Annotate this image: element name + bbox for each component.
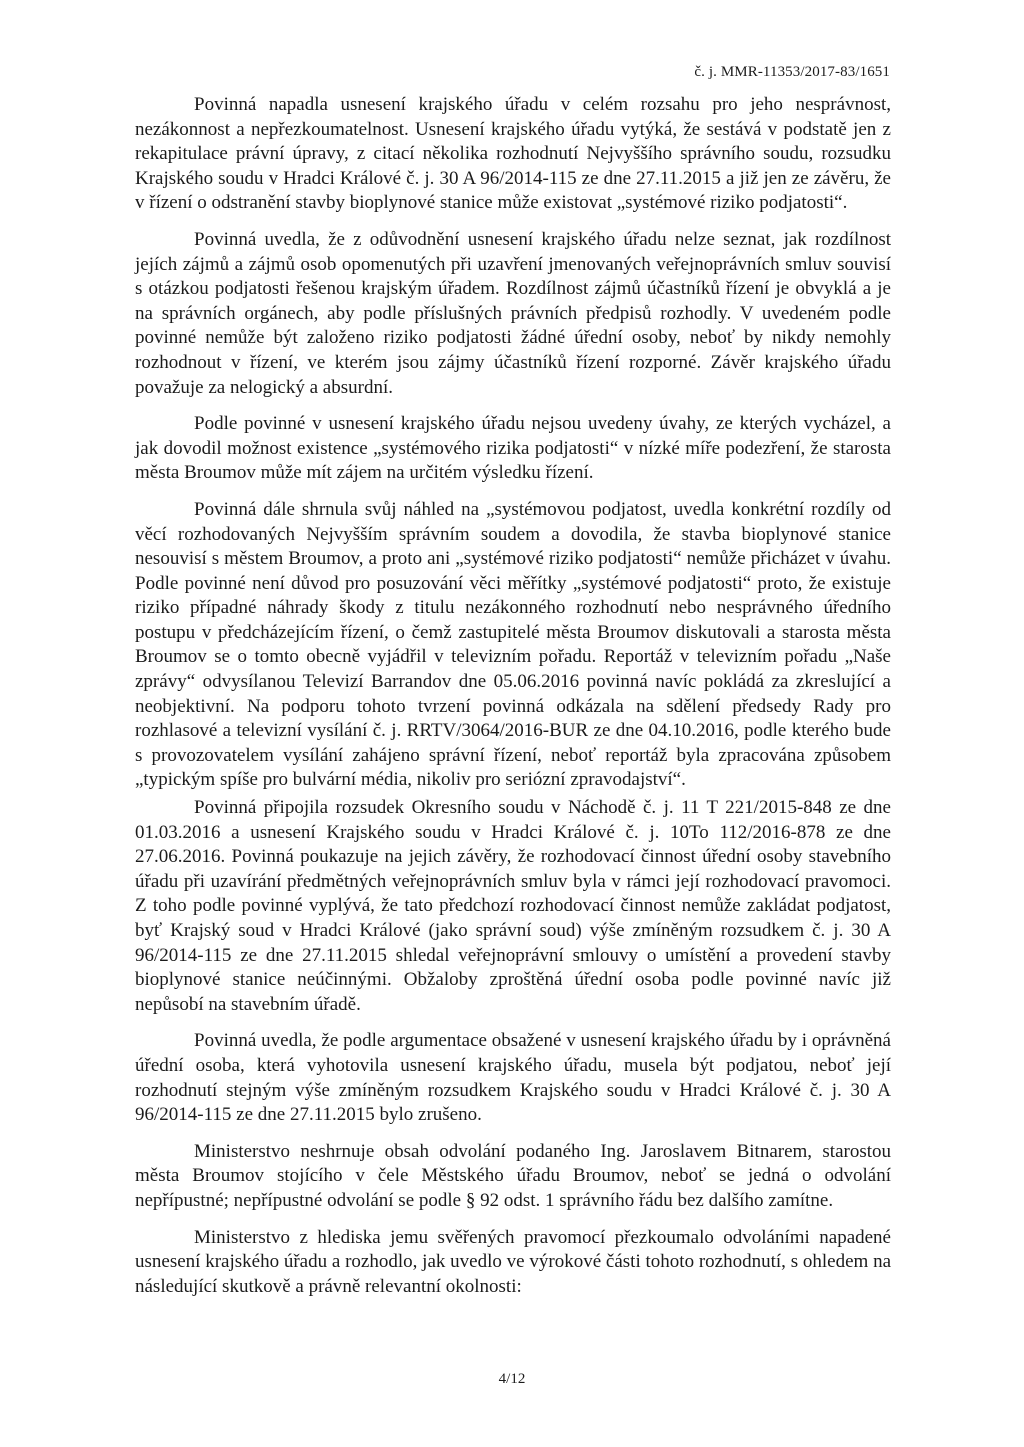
paragraph: Povinná připojila rozsudek Okresního soudu v Náchodě č. j. 11 T 221/2015-848 ze dne 01.03.2016 a usnesení Krajského soudu v Hradci Králové č. j. 10To 112/2016-878 ze dne 27.06.2016. Povinná poukazuje na jejich závěry, že rozhodovací činnost úřední osoby stavebního úřadu při uzavírání předmětných veřejnoprávních smluv byla v rámci její rozhodovací pravomoci. Z toho podle povinné vyplývá, že tato předchozí rozhodovací činnost nemůže zakládat podjatost, byť Krajský soud v Hradci Králové (jako správní soud) výše zmíněným rozsudkem č. j. 30 A 96/2014-115 ze dne 27.11.2015 shledal veřejnoprávní smlouvy o umístění a provedení stavby bioplynové stanice neúčinnými. Obžaloby zproštěná úřední osoba podle povinné navíc již nepůsobí na stavebním úřadě. — [135, 797, 891, 1015]
paragraph: Ministerstvo z hlediska jemu svěřených pravomocí přezkoumalo odvoláními napadené usnesení krajského úřadu a rozhodlo, jak uvedlo ve výrokové části tohoto rozhodnutí, s ohledem na následující skutkově a právně relevantní okolnosti: — [135, 1226, 891, 1297]
paragraph: Povinná uvedla, že z odůvodnění usnesení krajského úřadu nelze seznat, jak rozdílnost jejích zájmů a zájmů osob opomenutých při uzavření jmenovaných veřejnoprávních smluv souvisí s otázkou podjatosti řešenou krajským úřadem. Rozdílnost zájmů účastníků řízení je obvyklá a je na správních orgánech, aby podle příslušných právních předpisů rozhodly. V uvedeném podle povinné nemůže být založeno riziko podjatosti žádné úřední osoby, neboť by nikdy nemohly rozhodnout v řízení, ve kterém jsou zájmy účastníků řízení rozporné. Závěr krajského úřadu považuje za nelogický a absurdní. — [135, 228, 891, 398]
paragraph: Podle povinné v usnesení krajského úřadu nejsou uvedeny úvahy, ze kterých vycházel, a jak dovodil možnost existence „systémového rizika podjatosti“ v nízké míře podezření, že starosta města Broumov může mít zájem na určitém výsledku řízení. — [135, 413, 891, 484]
paragraph: Povinná uvedla, že podle argumentace obsažené v usnesení krajského úřadu by i oprávněná úřední osoba, která vyhotovila usnesení krajského úřadu, musela být podjatou, neboť její rozhodnutí stejným výše zmíněným rozsudkem Krajského soudu v Hradci Králové č. j. 30 A 96/2014-115 ze dne 27.11.2015 bylo zrušeno. — [135, 1030, 891, 1126]
document-body — [135, 93, 891, 1311]
paragraph: Ministerstvo neshrnuje obsah odvolání podaného Ing. Jaroslavem Bitnarem, starostou města Broumov stojícího v čele Městského úřadu Broumov, neboť se jedná o odvolání nepřípustné; nepřípustné odvolání se podle § 92 odst. 1 správního řádu bez dalšího zamítne. — [135, 1140, 891, 1211]
page-number: 4/12 — [498, 1371, 526, 1387]
paragraph: Povinná napadla usnesení krajského úřadu v celém rozsahu pro jeho nesprávnost, nezákonnost a nepřezkoumatelnost. Usnesení krajského úřadu vytýká, že sestává v podstatě jen z rekapitulace právní úpravy, z citací několika rozhodnutí Nejvyššího správního soudu, rozsudku Krajského soudu v Hradci Králové č. j. 30 A 96/2014-115 ze dne 27.11.2015 a již jen ze závěru, že v řízení o odstranění stavby bioplynové stanice může existovat „systémové riziko podjatosti“. — [135, 94, 891, 214]
paragraph: Povinná dále shrnula svůj náhled na „systémovou podjatost, uvedla konkrétní rozdíly od věcí rozhodovaných Nejvyšším správním soudem a dovodila, že stavba bioplynové stanice nesouvisí s městem Broumov, a proto ani „systémové riziko podjatosti“ nemůže přicházet v úvahu. Podle povinné není důvod pro posuzování věci měřítky „systémové podjatosti“ proto, že existuje riziko případné náhrady škody z titulu nezákonného rozhodnutí nebo nesprávného úředního postupu v předcházejícím řízení, o čemž zastupitelé města Broumov diskutovali a starosta města Broumov se o tomto obecně vyjádřil v televizním pořadu. Reportáž v televizním pořadu „Naše zprávy“ odvysílanou Televizí Barrandov dne 05.06.2016 povinná navíc pokládá za zkreslující a neobjektivní. Na podporu tohoto tvrzení povinná odkázala na sdělení předsedy Rady pro rozhlasové a televizní vysílání č. j. RRTV/3064/2016-BUR ze dne 04.10.2016, podle kterého bude s provozovatelem vysílání zahájeno správní řízení, neboť reportáž byla zpracována způsobem „typickým spíše pro bulvární média, nikoliv pro seriózní zpravodajství“. — [135, 498, 891, 791]
reference-number: č. j. MMR-11353/2017-83/1651 — [694, 64, 890, 80]
